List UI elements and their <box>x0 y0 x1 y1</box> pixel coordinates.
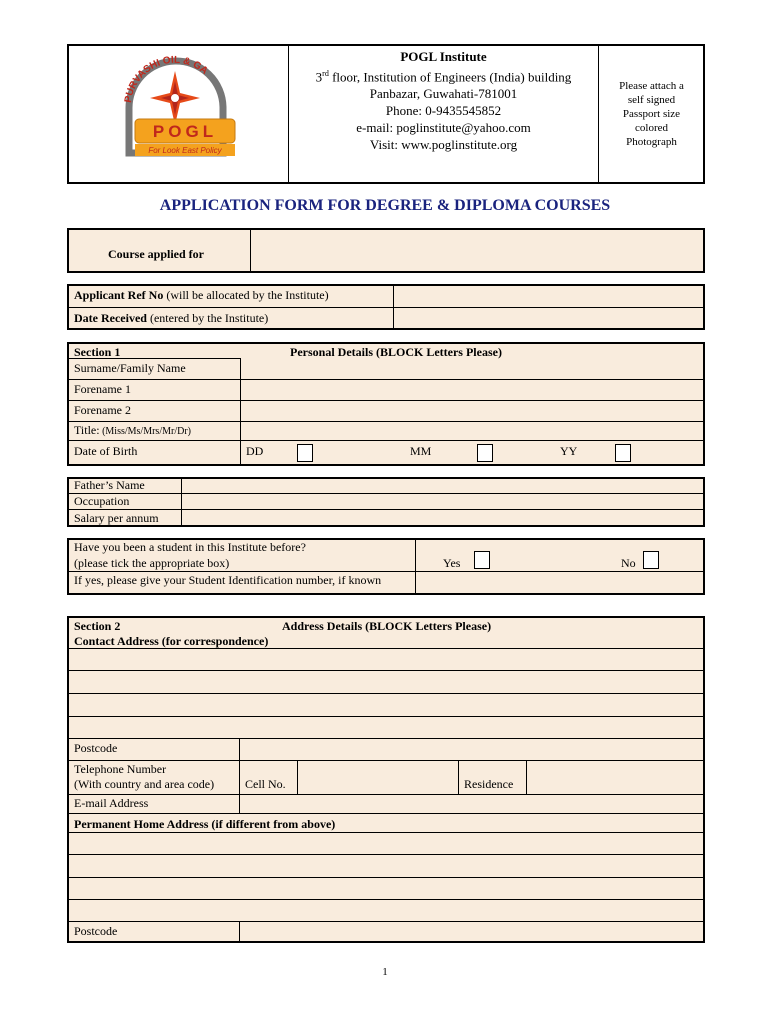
ref-no-title: Applicant Ref No <box>74 288 164 302</box>
logo-brand: POGL <box>152 122 218 141</box>
no-checkbox[interactable] <box>643 551 659 569</box>
col-line <box>415 539 416 594</box>
website: Visit: www.poglinstitute.org <box>369 137 518 153</box>
email: e-mail: poglinstitute@yahoo.com <box>356 120 531 136</box>
contact-address-label: Contact Address (for correspondence) <box>74 634 269 648</box>
photo-note-line: colored <box>635 122 668 134</box>
student-id-label: If yes, please give your Student Identification number, if known <box>74 573 382 587</box>
logo-graphic <box>117 53 237 165</box>
salary-label: Salary per annum <box>74 511 159 525</box>
surname-label: Surname/Family Name <box>74 361 186 375</box>
logo-arc-text: PURVASHI OIL & GA <box>122 54 210 104</box>
postcode-label: Postcode <box>74 741 118 755</box>
residence-input[interactable] <box>528 762 703 793</box>
email-address-input[interactable] <box>241 796 703 812</box>
dob-label: Date of Birth <box>74 444 138 458</box>
ref-no-note: (will be allocated by the Institute) <box>163 288 329 302</box>
contact-address-line-2[interactable] <box>70 672 703 692</box>
yes-label: Yes <box>443 556 461 570</box>
photo-note-line: self signed <box>627 94 676 106</box>
institute-info <box>289 48 598 153</box>
address-building: floor, Institution of Engineers (India) building <box>328 69 572 85</box>
permanent-address-line-2[interactable] <box>70 856 703 876</box>
date-received-label <box>74 311 268 326</box>
row-line <box>68 854 704 855</box>
occupation-input[interactable] <box>183 495 703 508</box>
floor-suffix: rd <box>322 69 329 78</box>
forename2-input[interactable] <box>242 402 703 420</box>
col-line <box>526 760 527 794</box>
row-line <box>68 921 704 922</box>
permanent-address-line-3[interactable] <box>70 879 703 898</box>
no-label: No <box>621 556 636 570</box>
col-line <box>240 358 241 465</box>
row-line <box>68 571 704 572</box>
title-options: (Miss/Ms/Mrs/Mr/Dr) <box>99 426 191 437</box>
telephone-hint: (With country and area code) <box>74 777 215 791</box>
col-line <box>239 921 240 942</box>
address-line-1 <box>289 65 598 85</box>
cell-no-input[interactable] <box>299 762 457 793</box>
col-line <box>239 738 240 813</box>
page-number: 1 <box>382 966 388 978</box>
row-line <box>68 899 704 900</box>
institute-name: POGL Institute <box>400 49 487 64</box>
col-line <box>181 478 182 526</box>
previous-student-hint: (please tick the appropriate box) <box>74 556 230 570</box>
logo-tagline: For Look East Policy <box>148 146 222 155</box>
row-line <box>68 794 704 795</box>
pogl-logo <box>117 53 237 165</box>
yes-checkbox[interactable] <box>474 551 490 569</box>
forename1-label: Forename 1 <box>74 382 131 396</box>
row-line <box>68 738 704 739</box>
row-line <box>68 493 704 494</box>
col-line <box>458 760 459 794</box>
row-line <box>68 760 704 761</box>
floor-number: 3 <box>315 69 323 85</box>
photo-note-line: Photograph <box>626 136 677 148</box>
dob-mm-checkbox[interactable] <box>477 444 493 462</box>
previous-student-question: Have you been a student in this Institute before? <box>74 540 306 554</box>
row-line <box>68 400 704 401</box>
row-line <box>68 421 704 422</box>
row-line <box>68 693 704 694</box>
row-line <box>68 832 704 833</box>
photo-note-line: Passport size <box>622 108 681 120</box>
postcode2-input[interactable] <box>241 923 703 941</box>
email-address-label: E-mail Address <box>74 796 149 810</box>
date-received-note: (entered by the Institute) <box>146 311 269 325</box>
course-label: Course applied for <box>108 247 204 261</box>
title-label <box>74 423 191 439</box>
dob-yy-checkbox[interactable] <box>615 444 631 462</box>
row-line <box>68 440 704 441</box>
father-name-label: Father’s Name <box>74 478 145 492</box>
postcode-input[interactable] <box>241 740 703 759</box>
salary-input[interactable] <box>183 511 703 525</box>
permanent-address-label: Permanent Home Address (if different from above) <box>74 817 336 831</box>
office-row-line <box>68 307 704 308</box>
occupation-label: Occupation <box>74 494 130 508</box>
date-received-title: Date Received <box>74 311 147 325</box>
title-input[interactable] <box>242 423 703 439</box>
dob-yy-label: YY <box>560 444 578 458</box>
forename1-input[interactable] <box>242 381 703 399</box>
contact-address-line-1[interactable] <box>70 650 703 669</box>
star-icon <box>150 71 200 125</box>
office-divider <box>393 285 394 329</box>
row-line <box>68 509 704 510</box>
contact-address-line-3[interactable] <box>70 695 703 715</box>
dob-mm-label: MM <box>410 444 432 458</box>
contact-address-line-4[interactable] <box>70 718 703 737</box>
surname-input[interactable] <box>242 360 703 378</box>
section2-label: Section 2 <box>74 619 121 633</box>
row-line <box>68 670 704 671</box>
row-line <box>68 877 704 878</box>
forename2-label: Forename 2 <box>74 403 131 417</box>
course-input[interactable] <box>251 230 703 271</box>
address-line-2: Panbazar, Guwahati-781001 <box>369 86 518 102</box>
father-name-input[interactable] <box>183 479 703 492</box>
col-line <box>297 760 298 794</box>
title-label-text: Title: <box>74 423 100 437</box>
dob-dd-label: DD <box>246 444 264 458</box>
cell-no-label: Cell No. <box>245 777 286 791</box>
dob-dd-checkbox[interactable] <box>297 444 313 462</box>
section2-heading: Address Details (BLOCK Letters Please) <box>282 619 492 633</box>
section1-heading: Personal Details (BLOCK Letters Please) <box>290 345 502 359</box>
residence-label: Residence <box>464 777 514 791</box>
permanent-address-line-4[interactable] <box>70 901 703 920</box>
section1-label: Section 1 <box>74 345 121 359</box>
row-line <box>68 379 704 380</box>
phone: Phone: 0-9435545852 <box>385 103 502 119</box>
row-line <box>68 716 704 717</box>
permanent-address-line-1[interactable] <box>70 834 703 853</box>
photo-note <box>599 79 704 149</box>
form-title: APPLICATION FORM FOR DEGREE & DIPLOMA COURSES <box>159 197 611 214</box>
photo-note-line: Please attach a <box>619 80 684 92</box>
ref-no-label <box>74 288 329 303</box>
telephone-label: Telephone Number <box>74 762 167 776</box>
postcode2-label: Postcode <box>74 924 118 938</box>
student-id-input[interactable] <box>417 573 703 593</box>
row-line <box>68 813 704 814</box>
